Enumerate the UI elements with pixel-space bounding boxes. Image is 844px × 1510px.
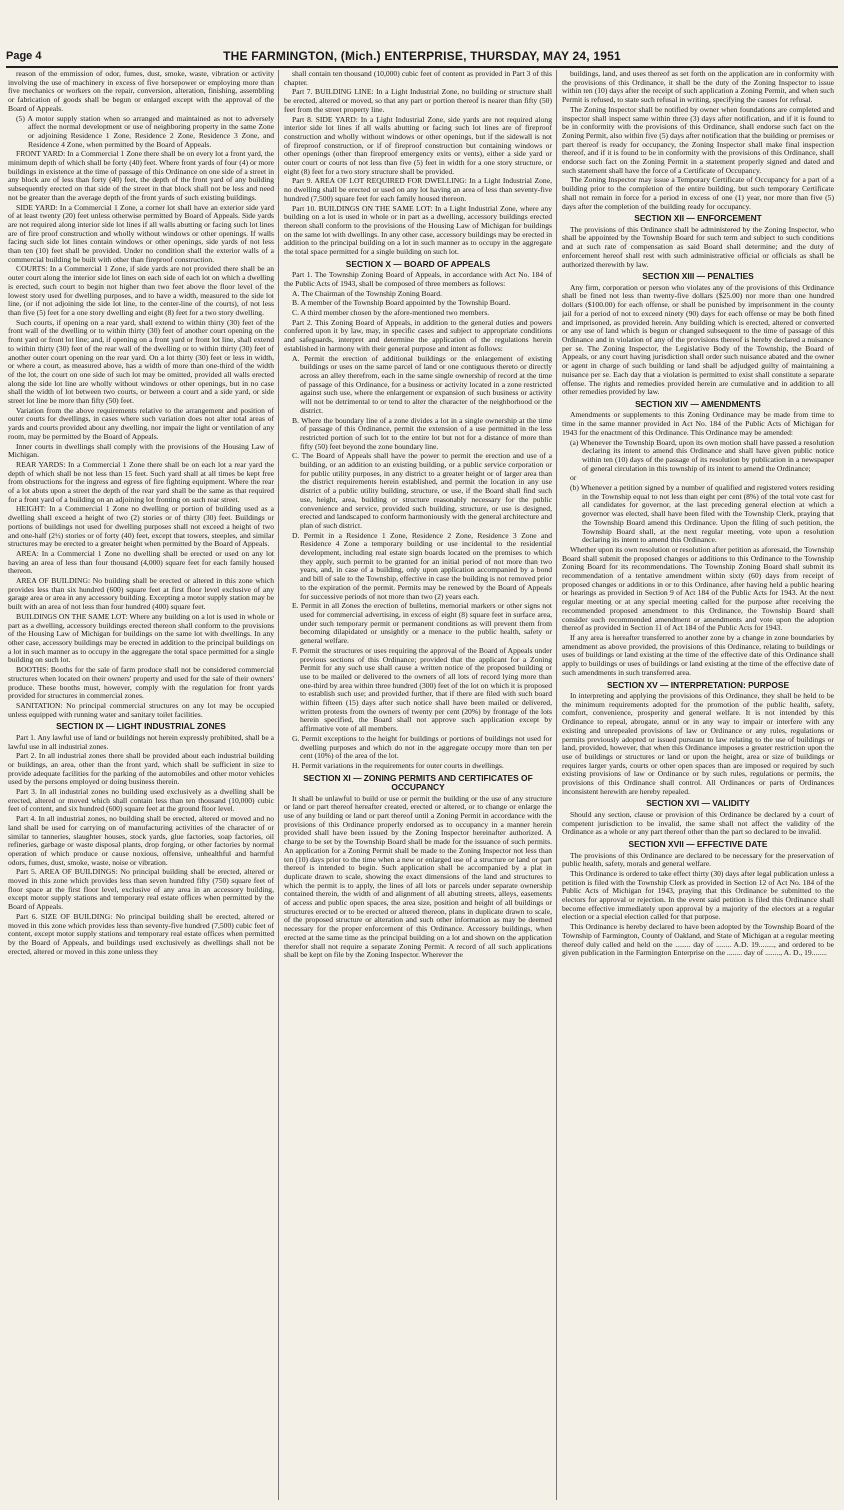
paragraph: BUILDINGS ON THE SAME LOT: Where any building on a lot is used in whole or part as a dwelling, accessory buildings erected thereon shall conform to the provisions of the Housing Law of Michigan for buildings on the same lot with dwellings. In any other case, accessory buildings may be erected in addition to the principal buildings on a lot in such manner as to occupy in the aggregate the total space permitted for a single building on such lot.	[8, 611, 274, 665]
paragraph: BOOTHS: Booths for the sale of farm produce shall not be considered commercial structures when located on their owners' property and used for the sale of their owners' produce. These booths must, however, comply with the regulation for front yards provided for structures in commercial zones.	[8, 665, 274, 701]
paragraph: Part 8. SIDE YARD: In a Light Industrial Zone, side yards are not required along interior side lot lines if all walls abutting or facing such lot lines are of fireproof construction and wholly without windows or other openings, but if the sidewall is not of fireproof construction, or if of fireproof construction but containing windows or other openings (other than fireproof emergency exits or vents), either a side yard or outer court or courts of not less than five (5) feet in width for a one story structure, or eight (8) feet for a two story structure shall be provided.	[284, 114, 552, 176]
column-divider	[556, 70, 557, 1500]
paragraph: This Ordinance is hereby declared to have been adopted by the Township Board of the Township of Farmington, County of Oakland, and State of Michigan at a regular meeting thereof duly called and held on the ........ day of ........ A.D. 19........, and ordered to be given publication in the Farmington Enterprise on the ........ day of ........, A. D., 19........	[562, 922, 834, 958]
column-divider	[278, 70, 279, 1500]
column-1	[8, 70, 274, 1500]
paragraph: If any area is hereafter transferred to another zone by a change in zone boundaries by amendment as above provided, the provisions of this Ordinance, relating to buildings or uses of buildings or land existing at the time of the effective date of this Ordinance shall apply to buildings or uses of buildings or land existing at the time of the effective date of such amendments in such transferred area.	[562, 632, 834, 677]
paragraph: Part 1. Any lawful use of land or buildings not herein expressly prohibited, shall be a lawful use in all industrial zones.	[8, 732, 274, 751]
paragraph: Part 10. BUILDINGS ON THE SAME LOT: In a Light Industrial Zone, where any building on a lot is used in whole or in part as a dwelling, accessory buildings erected thereon shall conform to the provisions of the Housing Law of Michigan for buildings on the same lot with dwellings. In any other case, accessory buildings may be erected in addition to the principal building on a lot in such manner as to occupy in the aggregate the total space permitted for a single building on such lot.	[284, 203, 552, 257]
paragraph: HEIGHT: In a Commercial 1 Zone no dwelling or portion of building used as a dwelling shall exceed a height of two (2) stories or of thirty (30) feet. Buildings or portions of buildings not used for dwelling purposes shall not exceed a height of two and one-half (2½) stories or of forty (40) feet, except that towers, steeples, and similar structures may be erected to a greater height when permitted by the Board of Appeals.	[8, 504, 274, 549]
paragraph: REAR YARDS: In a Commercial 1 Zone there shall be on each lot a rear yard the depth of which shall be not less than 15 feet. Such yard shall at all times be kept free from obstructions for the ingress and egress of fire fighting equipment. Where the rear of a lot abuts upon a street the depth of the rear yard shall be the same as that required for a front yard of a building on an adjoining lot fronting on such rear street.	[8, 459, 274, 504]
section-heading: SECTION IX — LIGHT INDUSTRIAL ZONES	[56, 721, 226, 732]
list-item: H. Permit variations in the requirements for outer courts in dwellings.	[292, 760, 504, 770]
paragraph: Part 9. AREA OF LOT REQUIRED FOR DWELLING: In a Light Industrial Zone, no dwelling shall be erected or used on any lot having an area of less than seventy-five hundred (7,500) square feet for each family housed thereon.	[284, 176, 552, 203]
paragraph: (5) A motor supply station when so arranged and maintained as not to adversely affect the normal development or use of neighboring property in the same Zone or adjoining Residence 1 Zone, Residence 2 Zone, Residence 3 Zone, and Residence 4 Zone, when permitted by the Board of Appeals.	[16, 113, 274, 149]
paragraph: Variation from the above requirements relative to the arrangement and position of outer courts for dwellings, in cases where such variation does not alter total areas of yards and courts provided about any dwelling, nor impair the light or ventilation of any room, may be permitted by the Board of Appeals.	[8, 405, 274, 441]
list-item: (b) Whenever a petition signed by a number of qualified and registered voters residing in the Township equal to not less than eight per cent (8%) of the total vote cast for all candidates for governor, at the last preceding general election at which a governor was elected, shall have been filed with the Township Clerk, praying that the Township Board amend this Ordinance. Upon the filing of such petition, the Township Board shall, at the next regular meeting, vote upon a resolution declaring its intent to amend this Ordinance.	[570, 483, 834, 545]
section-heading: SECTION XI — ZONING PERMITS AND CERTIFICATES OF OCCUPANCY	[303, 772, 533, 793]
list-item: G. Permit exceptions to the height for buildings or portions of buildings not used for dwelling purposes and which do not in the aggregate occupy more than ten per cent (10%) of the area of the lot.	[292, 733, 552, 761]
masthead	[6, 48, 838, 68]
paragraph: Part 3. In all industrial zones no building used exclusively as a dwelling shall be erected, altered or moved which shall contain less than ten thousand (10,000) cubic feet of content, and six hundred (600) square feet at the ground floor level.	[8, 787, 274, 814]
list-item: A. The Chairman of the Township Zoning Board.	[292, 288, 442, 298]
paragraph: Part 6. SIZE OF BUILDING: No principal building shall be erected, altered or moved in this zone which provides less than seventy-five hundred (7,500) cubic feet of content, except motor supply stations and temporary real estate offices when permitted by the Board of Appeals, and buildings used exclusively as dwellings shall not be erected, altered or moved in this zone unless they	[8, 911, 274, 956]
column-2	[284, 70, 552, 1500]
paragraph: Should any section, clause or provision of this Ordinance be declared by a court of competent jurisdiction to be invalid, the same shall not affect the validity of the Ordinance as a whole or any part thereof other than the part so declared to be invalid.	[562, 809, 834, 837]
list-item: C. The Board of Appeals shall have the power to permit the erection and use of a building, or an addition to an existing building, or a public service corporation or for public utility purposes, in any district to a greater height or of larger area than the district requirements herein established, and permit the location in any use district of a public utility building, structure, or use, if the Board shall find such use, height, area, building or structure reasonably necessary for the public convenience and service, provided such building, structure, or use is designed, erected and landscaped to conform harmoniously with the general architecture and plan of such district.	[292, 451, 552, 530]
ordinance-columns	[6, 70, 838, 1500]
list-item: C. A third member chosen by the afore-mentioned two members.	[292, 308, 490, 318]
paragraph: Part 2. This Zoning Board of Appeals, in addition to the general duties and powers conferred upon it by law, may, in specific cases and subject to appropriate conditions and safeguards, interpret and determine the application of the regulations herein established in harmony with their general purpose and intent as follows:	[284, 317, 552, 353]
paragraph: Any firm, corporation or person who violates any of the provisions of this Ordinance shall be fined not less than twenty-five dollars ($25.00) nor more than one hundred dollars ($100.00) for each offense, or shall be punished by imprisonment in the county jail for a period of not to exceed ninety (90) days for each offense or may be both fined and imprisoned, as provided herein. Any building which is erected, altered or converted or any use of land which is begun or changed subsequent to the time of passage of this Ordinance and in violation of any of the provisions thereof is hereby declared a nuisance per se. The Zoning Inspector, the Legislative Body of the Township, the Board of Appeals, or any court having jurisdiction shall order such nuisance abated and the owner or agent in charge of such building or land shall be adjudged guilty of maintaining a nuisance per se. Each day that a violation is permitted to exist shall constitute a separate offense. The rights and remedies provided herein are cumulative and in addition to all other remedies provided by law.	[562, 282, 834, 397]
paragraph: Inner courts in dwellings shall comply with the provisions of the Housing Law of Michigan.	[8, 441, 274, 460]
section-heading: SECTION XII — ENFORCEMENT	[634, 213, 762, 224]
paragraph: reason of the emmission of odor, fumes, dust, smoke, waste, vibration or activity involving the use of machinery in excess of five horsepower or employing more than five mechanics or workers on the repair, conversion, alteration, finishing, assembling or fabrication of goods shall be begun or enlarged except with the approval of the Board of Appeals.	[8, 70, 274, 113]
paragraph: This Ordinance is ordered to take effect thirty (30) days after legal publication unless a petition is filed with the Township Clerk as provided in Section 12 of Act No. 184 of the Public Acts of Michigan for 1943, praying that this Ordinance be submitted to the electors for approval or rejection. In the event said petition is filed this Ordinance shall become effective immediately upon approval by a majority of the electors at a regular election or a special election called for that purpose.	[562, 868, 834, 922]
paragraph: The Zoning Inspector may issue a Temporary Certificate of Occupancy for a part of a building prior to the completion of the entire building, but such temporary Certificate shall not remain in force for a period in excess of one (1) year, nor more than five (5) days after the completion of the building ready for occupancy.	[562, 175, 834, 211]
paragraph: Part 2. In all industrial zones there shall be provided about each industrial building or buildings, an area, other than the front yard, which shall be sufficient in size to provide adequate facilities for the parking of the automobiles and other motor vehicles used by the persons employed or doing business therein.	[8, 751, 274, 787]
paragraph: Part 4. In all industrial zones, no building shall be erected, altered or moved and no land shall be used for carrying on of manufacturing activities of the character of or similar to tanneries, slaughter houses, stock yards, glue factories, soap factories, oil refineries, garbage or waste disposal plants, drop forging, or other factories by normal operation of which produce or cause noxious, offensive, unhealthful and harmful odors, fumes, dust, smoke, waste, noise or vibration.	[8, 814, 274, 867]
paragraph: SANITATION: No principal commercial structures on any lot may be occupied unless equipped with running water and sanitary toilet facilities.	[8, 700, 274, 719]
paragraph: Part 1. The Township Zoning Board of Appeals, in accordance with Act No. 184 of the Public Acts of 1943, shall be composed of three members as follows:	[284, 270, 552, 288]
paragraph: AREA: In a Commercial 1 Zone no dwelling shall be erected or used on any lot having an area of less than four thousand (4,000) square feet for each family housed thereon.	[8, 548, 274, 576]
paragraph: shall contain ten thousand (10,000) cubic feet of content as provided in Part 3 of this chapter.	[284, 70, 552, 87]
paragraph: It shall be unlawful to build or use or permit the building or the use of any structure or land or part thereof hereafter created, erected or altered, or to change or enlarge the use of any building or land or part thereof until a Zoning Permit in accordance with the provisions of this Ordinance properly endorsed as to occupancy in a manner herein provided shall have been issued by the Zoning Inspector hereinafter authorized. A charge to be set by the Township Board shall be made for the issuance of such permits. An application for a Zoning Permit shall be made to the Zoning Inspector not less than ten (10) days prior to the time when a new or enlarged use of a structure or land or part thereof is intended to begin. Such application shall be accompanied by a plat in duplicate drawn to scale, showing the exact dimensions of the land and structures to which the permit is to apply, the lines of all lots or parcels under separate ownership contained therein, the width of and alignment of all abutting streets, alleys, easements of access and public open spaces, the area size, position and height of all buildings or structures erected or to be erected or altered thereon, plans in duplicate drawn to scale, of the proposed structure or alteration and such other information as may be deemed necessary for the proper enforcement of this Ordinance. Accessory buildings, when erected at the same time as the principal building on a lot and shown on the application therefor shall not require a separate Zoning Permit. A record of all such applications shall be kept on file by the Zoning Inspector. Wherever the	[284, 793, 552, 960]
page-number: Page 4	[6, 50, 42, 62]
list-item: D. Permit in a Residence 1 Zone, Residence 2 Zone, Residence 3 Zone and Residence 4 Zone a temporary building or use incidental to the residential development, including real estate sign boards located on the premises to which they apply, such permit to be granted for an initial period of not more than two years, and, in case of a building, only upon application accompanied by a bond and bill of sale to the Township, effective in case the building is not removed prior to the expiration of the permit. Permits may be renewed by the Board of Appeals for successive periods of not more than two (2) years each.	[292, 530, 552, 601]
section-heading: SECTION XIII — PENALTIES	[642, 271, 754, 282]
list-item: (a) Whenever the Township Board, upon its own motion shall have passed a resolution declaring its intent to amend this Ordinance and shall have given public notice within ten (10) days of the passage of its resolution by publication in a newspaper of general circulation in this township of its intent to amend the Ordinance;	[570, 437, 834, 473]
section-heading: SECTION XVII — EFFECTIVE DATE	[628, 839, 768, 850]
section-heading: SECTION XV — INTERPRETATION: PURPOSE	[606, 679, 790, 690]
paragraph: Amendments or supplements to this Zoning Ordinance may be made from time to time in the same manner provided in Act No. 184 of the Public Acts of Michigan for 1943 for the enactment of this Ordinance. This Ordinance may be amended:	[562, 410, 834, 437]
paragraph: buildings, land, and uses thereof as set forth on the application are in conformity with the provisions of this Ordinance, it shall be the duty of the Zoning Inspector to issue within ten (10) days after the receipt of such application a Zoning Permit, and when such Permit is refused, to state such refusal in writing, specifying the causes for refusal.	[562, 70, 834, 105]
list-item: A. Permit the erection of additional buildings or the enlargement of existing buildings or uses on the same parcel of land or one contiguous thereto or directly across an alley therefrom, each in the same single ownership of record at the time of passage of this Ordinance, for a business or activity located in a zone restricted against such use, where the enlargement or expansion of such business or activity will not be detrimental to or tend to alter the character of the neighborhood or the district.	[292, 353, 552, 415]
paragraph: In interpreting and applying the provisions of this Ordinance, they shall be held to be the minimum requirements adopted for the promotion of the public health, safety, comfort, convenience, prosperity and general welfare. It is not intended by this Ordinance to repeal, abrogate, annul or in any way to impair or interfere with any existing and unrepealed provisions of law or Ordinance or any rules, regulations or permits previously adopted or issued pursuant to law relating to the use of buildings or land, provided, however, that when this Ordinance imposes a greater restriction upon the use of buildings or structures or land or upon the height, area or size of buildings or requires larger yards, courts or other open spaces than are imposed or required by such existing provisions of law or Ordinance or by such rules, regulations or permits, the provisions of this Ordinance shall control. All Ordinances or parts of Ordinances inconsistent herewith are hereby repealed.	[562, 691, 834, 796]
column-3	[562, 70, 834, 1500]
section-heading: SECTION XIV — AMENDMENTS	[635, 398, 761, 409]
list-item: B. A member of the Township Board appointed by the Township Board.	[292, 298, 511, 308]
paragraph: Part 5. AREA OF BUILDINGS: No principal building shall be erected, altered or moved in this zone which provides less than seven hundred fifty (750) square feet of floor space at the first floor level, exclusive of any area in an accessory building, except motor supply stations and temporary real estate offices when permitted by the Board of Appeals.	[8, 867, 274, 912]
section-heading: SECTION XVI — VALIDITY	[646, 798, 750, 809]
paragraph: FRONT YARD: In a Commercial 1 Zone there shall be on every lot a front yard, the minimum depth of which shall be forty (40) feet. Where front yards of four (4) or more buildings in existence at the time of passage of this Ordinance on one side of a street in any block are of less than forty (40) feet, the depth of the front yard of any building subsequently erected on that side of the street in that block shall not be less and need not be greater than the average depth of the front yards of such existing buildings.	[8, 149, 274, 202]
newspaper-title: THE FARMINGTON, (Mich.) ENTERPRISE, THURSDAY, MAY 24, 1951	[223, 49, 621, 63]
paragraph: The Zoning Inspector shall be notified by owner when foundations are completed and inspector shall inspect same within three (3) days after notification, and if it is found to be in conformity with the provisions of this Ordinance, shall endorse such fact on the Zoning Permit, also within five (5) days after notification that the building or premises or part thereof is ready for occupancy, the Zoning Inspector shall make final inspection thereof, and if it is found to be in conformity with the provisions of this Ordinance, shall endorse such fact on the Zoning Permit in a statement properly signed and dated and such statement shall have the force of a Certificate of Occupancy.	[562, 104, 834, 175]
section-heading: SECTION X — BOARD OF APPEALS	[345, 258, 491, 269]
paragraph: COURTS: In a Commercial 1 Zone, if side yards are not provided there shall be an outer court along the interior side lot lines on each side of each lot on which a dwelling is erected, such court to begin not higher than two feet above the floor level of the lowest story used for dwelling purposes, and to have a width, measured to the side lot line, (or if not adjoining the side lot line, to the center-line of the courts), of not less than five (5) feet for a one story dwelling and eight (8) feet for a two story dwelling.	[8, 264, 274, 317]
paragraph: The provisions of this Ordinance shall be administered by the Zoning Inspector, who shall be appointed by the Township Board for such term and subject to such conditions and at such rate of compensation as said Board shall determine; and the duty of enforcement hereof shall rest with such administrative official or officials as shall be authorized therewith by law.	[562, 224, 834, 269]
list-item: B. Where the boundary line of a zone divides a lot in a single ownership at the time of passage of this Ordinance, permit the extension of a use permitted in the less restricted portion of such lot to the entire lot but not for a distance of more than fifty (50) feet beyond the zone boundary line.	[292, 415, 552, 451]
paragraph: or	[570, 473, 577, 483]
paragraph: The provisions of this Ordinance are declared to be necessary for the preservation of public health, safety, morals and general welfare.	[562, 850, 834, 869]
newspaper-page	[6, 4, 838, 1504]
paragraph: AREA OF BUILDING: No building shall be erected or altered in this zone which provides less than six hundred (600) square feet at first floor level exclusive of any garage area or area in any accessory building. Excepting a motor supply station may be built with an area of not less than four hundred (400) square feet.	[8, 576, 274, 612]
list-item: F. Permit the structures or uses requiring the approval of the Board of Appeals under previous sections of this Ordinance; provided that the applicant for a Zoning Permit for any such use shall cause a written notice of the proposed building or use to be mailed or delivered to the owners of all lots of record lying more than one-third by area within three hundred (300) feet of the lot on which it is proposed to establish such use; and provided further, that if there are filed with such board within fifteen (15) days after such notice shall have been mailed or delivered, written protests from the owners of twenty per cent (20%) by frontage of the lots herein specified, the Board shall not approve such application except by affirmative vote of all members.	[292, 645, 552, 734]
list-item: E. Permit in all Zones the erection of bulletins, memorial markers or other signs not used for commercial advertising, in excess of eight (8) square feet in surface area, under such temporary permit or permanent conditions as will prevent them from becoming dilapidated or unsightly or a menace to the public health, safety or general welfare.	[292, 601, 552, 646]
paragraph: Such courts, if opening on a rear yard, shall extend to within thirty (30) feet of the front wall of the dwelling or to within thirty (30) feet of another court opening on the front yard or front lot line; and, if opening on a front yard or front lot line, shall extend to within thirty (30) feet of the rear wall of the dwelling or to within thirty (30) feet of another outer court opening on the rear yard. On a lot thirty (30) feet or less in width, or where a court, as measured above, has a width of more than one-third of the width of the lot, the court on one side of such lot may be omitted, provided all walls erected along the side lot line are wholly without windows or other openings, but in no case shall the width of lot between two courts, or between a court and a side yard, or side street lot line be more than fifty (50) feet.	[8, 317, 274, 406]
paragraph: SIDE YARD: In a Commercial 1 Zone, a corner lot shall have an exterior side yard of at least twenty (20) feet unless otherwise permitted by Board of Appeals. Side yards are not required along interior side lot lines if all walls abutting or facing such lot lines are of fire proof construction and wholly without windows or other openings. If walls facing such side lot lines contain windows or other openings, side yards of not less than ten (10) feet shall be provided. Under no condition shall the exterior walls of a commercial building be built with other than fireproof construction.	[8, 202, 274, 264]
paragraph: Whether upon its own resolution or resolution after petition as aforesaid, the Township Board shall submit the proposed changes or additions to this Ordinance to the Township Zoning Board for its recommendations. The Township Zoning Board shall submit its recommendation of a tentative amendment within sixty (60) days from receipt of proposed changes or additions in or to this Ordinance, after having held a public hearing or hearings as provided in Section 9 of Act 184 of the Public Acts for 1943. At the next regular meeting or at any special meeting called for the purpose after receiving the recommended proposed amendment to this Ordinance, the Township Board shall consider such recommended amendment or amendments and vote upon the adoption thereof as provided in Section 11 of Act 184 of the Public Acts for 1943.	[562, 544, 834, 633]
paragraph: Part 7. BUILDING LINE: In a Light Industrial Zone, no building or structure shall be erected, altered or moved, so that any part or portion thereof is nearer than fifty (50) feet from the street property line.	[284, 87, 552, 114]
